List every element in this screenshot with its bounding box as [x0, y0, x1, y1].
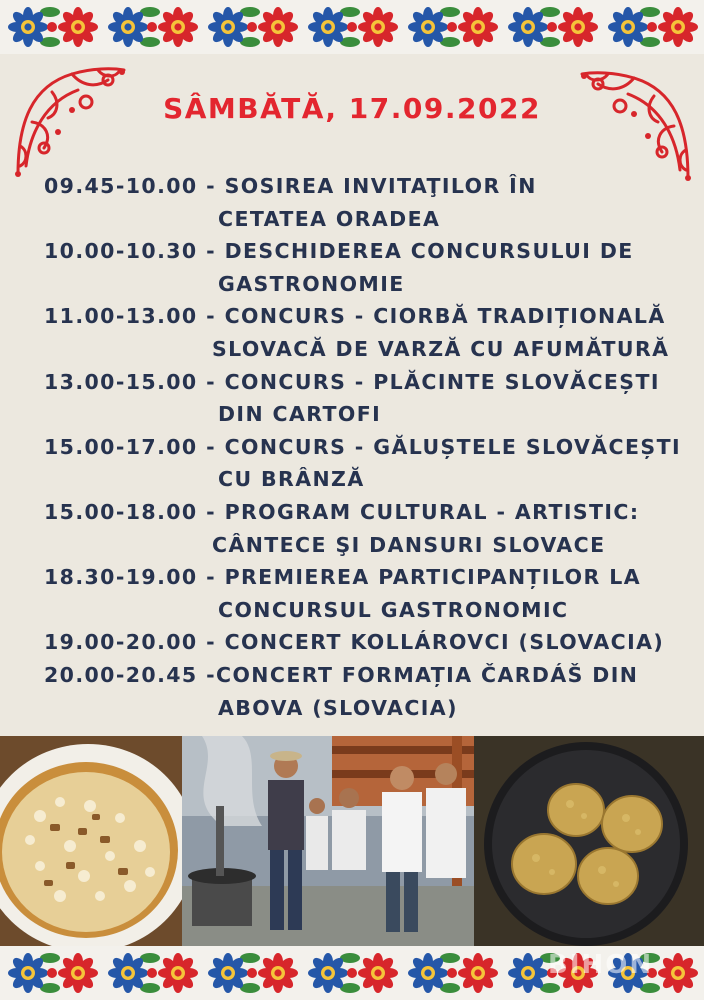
schedule-item — [44, 626, 694, 659]
schedule-item — [44, 170, 694, 235]
page-title: SÂMBĂTĂ, 17.09.2022 — [163, 92, 541, 125]
schedule-item — [44, 366, 694, 431]
schedule-item-continuation: CÂNTECE ŞI DANSURI SLOVACE — [212, 532, 606, 557]
schedule-item-continuation: ABOVA (SLOVACIA) — [218, 695, 458, 720]
schedule-item-continuation: CU BRÂNZĂ — [218, 467, 365, 492]
schedule-item-time-and-activity: 20.00-20.45 -CONCERT FORMAȚIA ČARDÁŠ DIN — [44, 662, 639, 687]
watermark: BIHON — [548, 950, 654, 980]
schedule-item-time-and-activity: 19.00-20.00 - CONCERT KOLLÁROVCI (SLOVACIA) — [44, 630, 665, 655]
schedule-item — [44, 300, 694, 365]
photo-outdoor-cooking-event — [182, 736, 474, 946]
schedule-item — [44, 431, 694, 496]
schedule-item — [44, 235, 694, 300]
photo-dumplings-with-cheese — [0, 736, 182, 946]
photo-strip — [0, 736, 704, 946]
schedule-item-continuation: DIN CARTOFI — [218, 402, 382, 427]
schedule-item-continuation: GASTRONOMIE — [218, 271, 405, 296]
schedule-item — [44, 659, 694, 724]
schedule-item-time-and-activity: 15.00-18.00 - PROGRAM CULTURAL - ARTISTIC: — [44, 499, 640, 524]
schedule-list — [44, 170, 694, 724]
schedule-item-continuation: CETATEA ORADEA — [218, 206, 441, 231]
schedule-item-continuation: CONCURSUL GASTRONOMIC — [218, 597, 569, 622]
schedule-item-time-and-activity: 15.00-17.00 - CONCURS - GĂLUȘTELE SLOVĂCEȘTI — [44, 434, 681, 459]
photo-potato-pancakes-in-pan — [474, 736, 704, 946]
schedule-item-continuation: SLOVACĂ DE VARZĂ CU AFUMĂTURĂ — [212, 336, 670, 361]
schedule-item-time-and-activity: 09.45-10.00 - SOSIREA INVITAŢILOR ÎN — [44, 174, 537, 198]
schedule-item-time-and-activity: 11.00-13.00 - CONCURS - CIORBĂ TRADIȚIONALĂ — [44, 304, 666, 329]
top-floral-border — [0, 0, 704, 54]
schedule-item — [44, 496, 694, 561]
schedule-item-time-and-activity: 18.30-19.00 - PREMIEREA PARTICIPANȚILOR LA — [44, 565, 641, 590]
schedule-item — [44, 561, 694, 626]
schedule-item-time-and-activity: 13.00-15.00 - CONCURS - PLĂCINTE SLOVĂCEȘTI — [44, 369, 660, 394]
schedule-item-time-and-activity: 10.00-10.30 - DESCHIDEREA CONCURSULUI DE — [44, 239, 634, 264]
